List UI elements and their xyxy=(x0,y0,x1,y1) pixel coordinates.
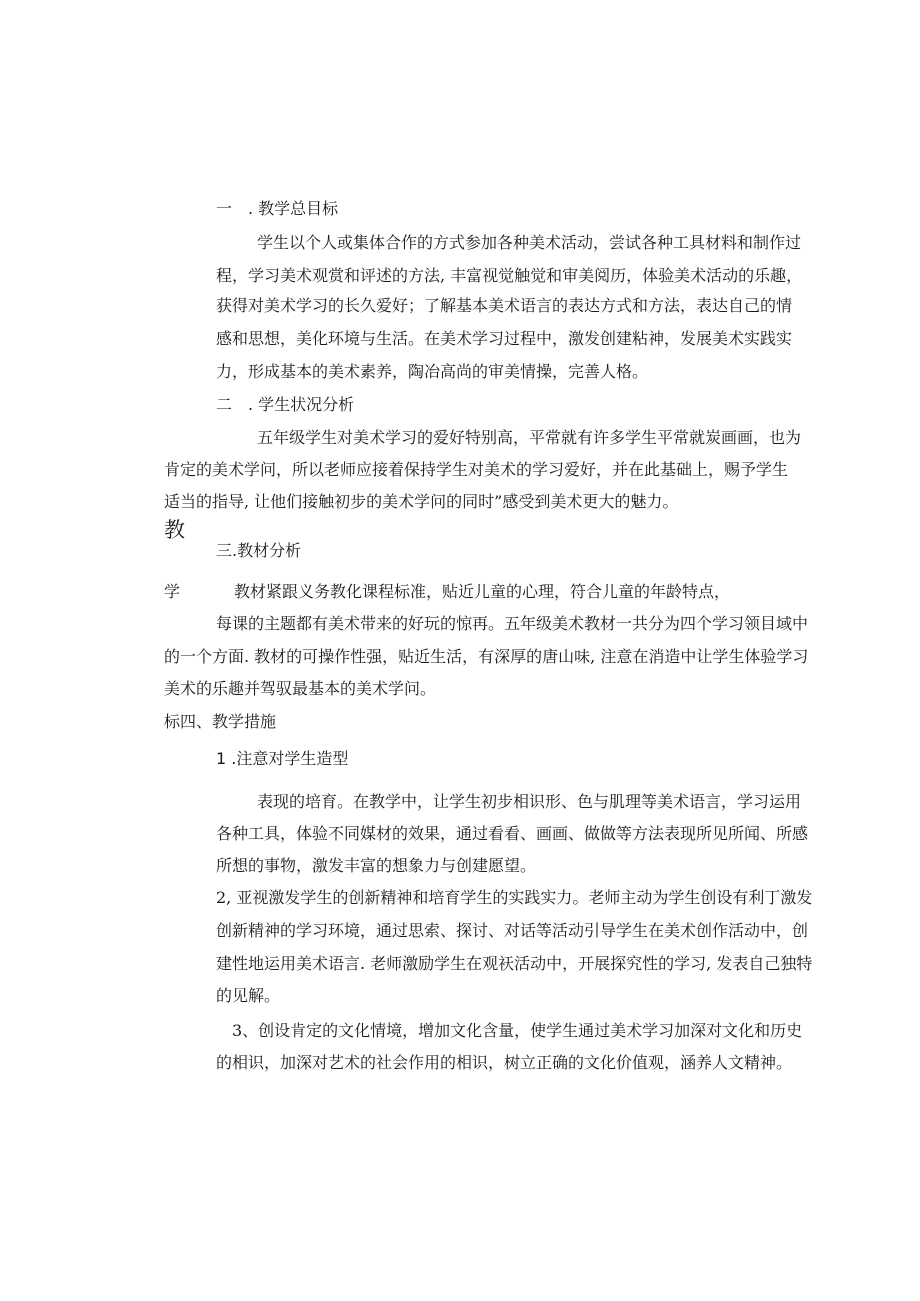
measure-1-line: 所想的事物，激发丰富的想象力与创建愿望。 xyxy=(216,856,537,875)
section-3-line: 每课的主题都有美术带来的好玩的惊再。五年级美术教材一共分为四个学习领目域中 xyxy=(216,614,809,633)
measure-1-line: 表现的培育。在教学中，让学生初步相识形、色与肌理等美术语言，学习运用 xyxy=(257,792,802,811)
section-1-line: 力，形成基本的美术素养，陶冶高尚的审美情操，完善人格。 xyxy=(216,362,649,381)
measure-1-line: 各种工具，体验不同媒材的效果，通过看看、画画、做做等方法表现所见所闻、所感 xyxy=(216,824,809,843)
section-1-line: 学生以个人或集体合作的方式参加各种美术活动，尝试各种工具材料和制作过 xyxy=(257,233,802,252)
measure-2-line: 创新精神的学习环境，通过思索、探讨、对话等活动引导学生在美术创作活动中，创 xyxy=(216,921,809,940)
section-3-line: 教材紧跟义务教化课程标准，贴近儿童的心理，符合儿童的年龄特点， xyxy=(234,582,731,601)
section-3-heading: 三.教材分析 xyxy=(216,541,302,560)
section-2-line: 肯定的美术学问，所以老师应接着保持学生对美术的学习爱好，并在此基础上，赐予学生 xyxy=(164,460,789,479)
measure-2-line: 建性地运用美术语言. 老师激励学生在观祆活动中，开展探究性的学习, 发表自己独特 xyxy=(216,954,813,973)
measure-3-line: 的相识，加深对艺术的社会作用的相识，树立正确的文化价值观，涵养人文精神。 xyxy=(216,1053,793,1072)
section-2-line: 适当的指导, 让他们接触初步的美术学问的同时”感受到美术更大的魅力。 xyxy=(164,492,679,511)
section-4-heading: 四、教学措施 xyxy=(180,712,277,731)
measure-1-title: 1 .注意对学生造型 xyxy=(216,749,349,768)
section-4-heading-row xyxy=(164,712,276,732)
measure-2-line: 2, 亚视激发学生的创新精神和培育学生的实践实力。老师主动为学生创设有利丁激发 xyxy=(216,888,813,907)
section-1-line: 程，学习美术观赏和评述的方法, 丰富视觉触觉和审美阅历，体验美术活动的乐趣， xyxy=(216,266,803,285)
section-2-line: 五年级学生对美术学习的爱好特别高，平常就有许多学生平常就炭画画，也为 xyxy=(257,428,802,447)
measure-3-line: 3、创设肯定的文化情境，增加文化含量，使学生通过美术学习加深对文化和历史 xyxy=(232,1021,803,1040)
margin-char-jiao: 教 xyxy=(164,518,185,542)
section-1-line: 获得对美术学习的长久爱好；了解基本美术语言的表达方式和方法，表达自己的情 xyxy=(216,296,793,315)
section-1-heading: 一 . 教学总目标 xyxy=(216,199,339,218)
margin-char-xue: 学 xyxy=(164,582,181,601)
section-1-line: 感和思想，美化环境与生活。在美术学习过程中，激发创建粘神，发展美术实践实 xyxy=(216,329,793,348)
section-3-line: 的一个方面. 教材的可操作性强，贴近生活，有深厚的唐山味, 注意在消造中让学生体验学习 xyxy=(164,647,809,666)
margin-char-biao: 标 xyxy=(164,712,181,731)
measure-2-line: 的见解。 xyxy=(216,986,281,1005)
section-3-line: 美术的乐趣并驾驭最基本的美术学问。 xyxy=(164,679,437,698)
section-2-heading: 二 . 学生状况分析 xyxy=(216,395,355,414)
